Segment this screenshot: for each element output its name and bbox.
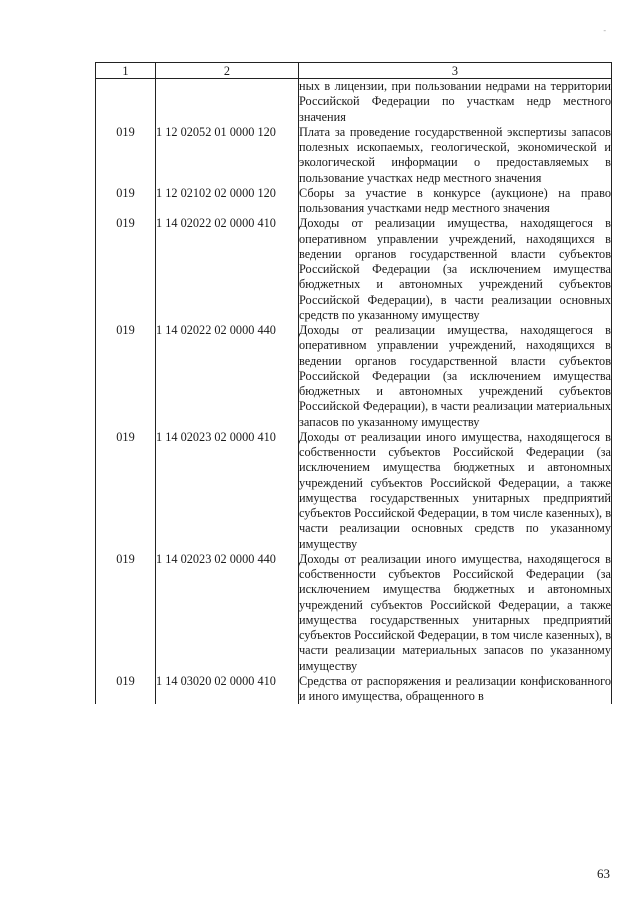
budget-classification-code-cell: 1 14 02023 02 0000 440 <box>156 552 299 674</box>
table-row <box>96 125 612 186</box>
admin-code-cell <box>96 79 156 125</box>
budget-classification-code-cell: 1 12 02052 01 0000 120 <box>156 125 299 186</box>
table-row <box>96 552 612 674</box>
column-header-1: 1 <box>96 63 156 79</box>
budget-classification-code-cell: 1 12 02102 02 0000 120 <box>156 186 299 217</box>
admin-code-cell: 019 <box>96 323 156 430</box>
admin-code-cell: 019 <box>96 125 156 186</box>
column-header-3: 3 <box>299 63 612 79</box>
admin-code-cell: 019 <box>96 186 156 217</box>
revenue-description-cell: Средства от распоряжения и реализации конфискованного и иного имущества, обращенного в <box>299 673 611 703</box>
revenue-description-cell: Доходы от реализации имущества, находящегося в оперативном управлении учреждений, находящихся в ведении органов государственной власти субъектов Российской Федерации (за исключением имущества бюджетных и автономных учреждений субъектов Российской Федерации), в части реализации основных средств по указанному имуществу <box>299 216 611 322</box>
table-row <box>96 674 612 705</box>
revenue-description-cell: Доходы от реализации иного имущества, находящегося в собственности субъектов Российской Федерации (за исключением имущества бюджетных и автономных учреждений субъектов Российской Федерации, а также имущества государственных унитарных предприятий субъектов Российской Федерации, в том числе казенных), в части реализации материальных запасов по указанному имуществу <box>299 551 611 673</box>
admin-code-cell: 019 <box>96 430 156 552</box>
table-row <box>96 186 612 217</box>
admin-code-cell: 019 <box>96 552 156 674</box>
scan-mark: - <box>603 26 606 35</box>
page-number: 63 <box>597 866 610 881</box>
budget-classification-code-cell: 1 14 02022 02 0000 440 <box>156 323 299 430</box>
table-row <box>96 216 612 323</box>
budget-classification-code-cell: 1 14 02022 02 0000 410 <box>156 216 299 323</box>
revenue-description-cell: ных в лицензии, при пользовании недрами на территории Российской Федерации по участкам недр местного значения <box>299 79 611 124</box>
revenue-description-cell: Доходы от реализации иного имущества, находящегося в собственности субъектов Российской Федерации (за исключением имущества бюджетных и автономных учреждений субъектов Российской Федерации, а также имущества государственных унитарных предприятий субъектов Российской Федерации, в том числе казенных), в части реализации основных средств по указанному имуществу <box>299 429 611 551</box>
budget-classification-code-cell: 1 14 03020 02 0000 410 <box>156 674 299 705</box>
revenue-description-cell: Сборы за участие в конкурсе (аукционе) на право пользования участками недр местного значения <box>299 185 611 215</box>
admin-code-cell: 019 <box>96 216 156 323</box>
column-header-2: 2 <box>156 63 299 79</box>
table-header-row <box>96 63 612 79</box>
table-row <box>96 323 612 430</box>
revenue-description-cell: Доходы от реализации имущества, находящегося в оперативном управлении учреждений, находящихся в ведении органов государственной власти субъектов Российской Федерации (за исключением имущества бюджетных и автономных учреждений субъектов Российской Федерации), в части реализации материальных запасов по указанному имуществу <box>299 323 611 429</box>
budget-classification-code-cell <box>156 79 299 125</box>
admin-code-cell: 019 <box>96 674 156 705</box>
table-row <box>96 430 612 552</box>
budget-classification-code-cell: 1 14 02023 02 0000 410 <box>156 430 299 552</box>
revenue-description-cell: Плата за проведение государственной экспертизы запасов полезных ископаемых, геологической, экономической и экологической информации о предоставляемых в пользование участках недр местного значения <box>299 124 611 185</box>
table-row <box>96 79 612 125</box>
revenue-codes-table <box>95 62 612 704</box>
